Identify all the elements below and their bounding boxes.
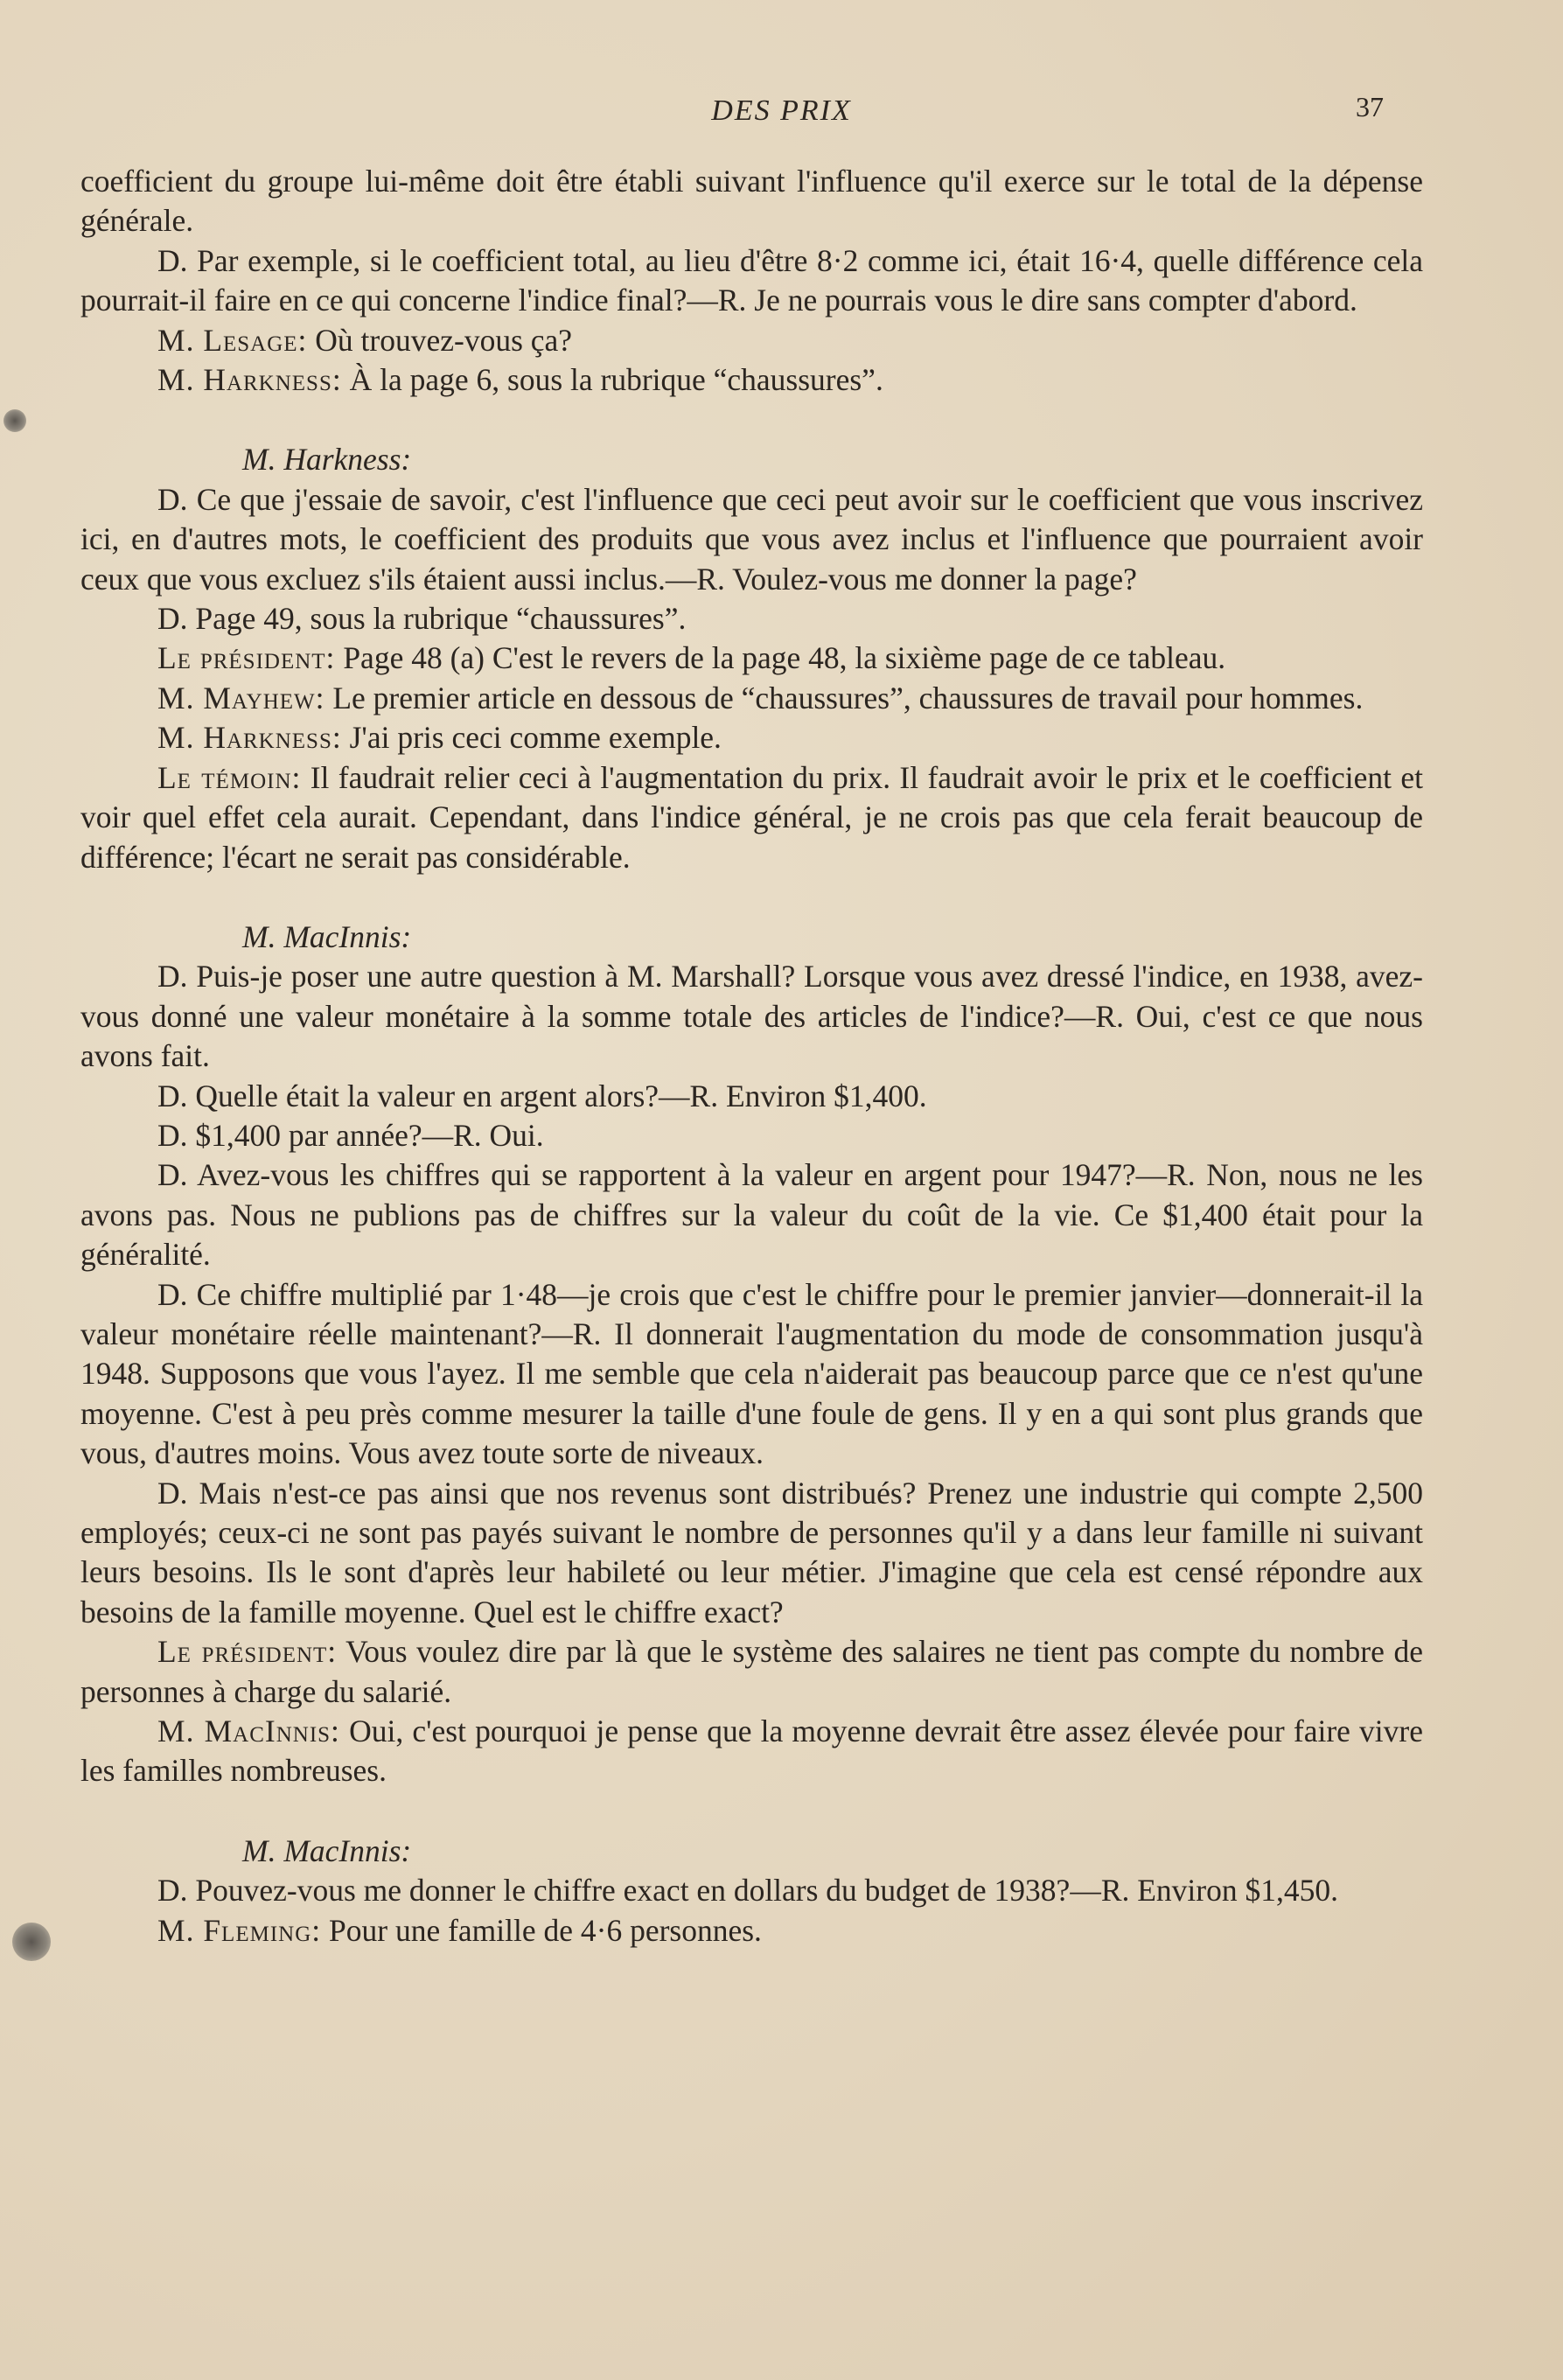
section-speaker-heading: M. Harkness: [242,442,412,478]
speech-text: Où trouvez-vous ça? [315,322,573,358]
speaker-name: M. Harkness: [157,362,342,398]
paragraph: D. Quelle était la valeur en argent alors?—R. Environ $1,400. [157,1078,927,1113]
section-speaker-heading: M. MacInnis: [242,1832,412,1868]
paragraph: D. $1,400 par année?—R. Oui. [157,1117,544,1153]
paragraph: D. Puis-je poser une autre question à M. Marshall? Lorsque vous avez dressé l'indice, en 1938, avez-vous donné une valeur monétaire à la somme totale des articles de l'indice?—R. Oui, c'est ce que nous avons fait. [80,959,1423,1074]
speech-text: Pour une famille de 4·6 personnes. [329,1912,762,1948]
paragraph [80,679,1423,718]
paragraph: D. Avez-vous les chiffres qui se rapportent à la valeur en argent pour 1947?—R. Non, nous ne les avons pas. Nous ne publions pas de chiffres sur la valeur du coût de la vie. Ce $1,400 était pour la généralité. [80,1157,1423,1273]
binding-hole-top [3,409,26,432]
paragraph: D. Mais n'est-ce pas ainsi que nos revenus sont distribués? Prenez une industrie qui compte 2,500 employés; ceux-ci ne sont pas payés suivant le nombre de personnes qu'il y a dans leur famille ni suivant leurs besoins. Ils le sont d'après leur habileté ou leur métier. J'imagine que cela est censé répondre aux besoins de la famille moyenne. Quel est le chiffre exact? [80,1475,1423,1630]
paragraph [80,321,1423,360]
section-speaker-heading: M. MacInnis: [242,918,412,954]
speech-text: J'ai pris ceci comme exemple. [349,720,722,756]
speech-text: Oui, c'est pourquoi je pense que la moyenne devrait être assez élevée pour faire vivre les familles nombreuses. [80,1713,1424,1789]
paragraph [80,1911,1423,1951]
paragraph: D. Pouvez-vous me donner le chiffre exact en dollars du budget de 1938?—R. Environ $1,450. [157,1873,1338,1909]
speaker-name: Le président: [157,640,336,676]
page-number: 37 [1356,91,1384,122]
paragraph: D. Par exemple, si le coefficient total, au lieu d'être 8·2 comme ici, était 16·4, quelle différence cela pourrait-il faire en ce qui concerne l'indice final?—R. Je ne pourrais vous le dire sans compter d'abord. [80,242,1423,318]
binding-hole-bottom [12,1923,51,1961]
paragraph [80,360,1423,400]
speech-text: Il faudrait relier ceci à l'augmentation du prix. Il faudrait avoir le prix et le coefficient et voir quel effet cela aurait. Cependant, dans l'indice général, je ne crois pas que cela ferait beaucoup de différence; l'écart ne serait pas considérable. [80,759,1424,875]
speaker-name: M. Mayhew: [157,680,325,715]
paragraph [80,1712,1423,1791]
speaker-name: M. Harkness: [157,720,342,756]
paragraph [80,758,1423,877]
paragraph: D. Page 49, sous la rubrique “chaussures”. [157,601,687,637]
paragraph: D. Ce que j'essaie de savoir, c'est l'influence que ceci peut avoir sur le coefficient que vous inscrivez ici, en d'autres mots, le coefficient des produits que vous avez inclus et l'influence que pourraient avoir ceux que vous excluez s'ils étaient aussi inclus.—R. Voulez-vous me donner la page? [80,481,1423,597]
speaker-name: M. MacInnis: [157,1713,340,1749]
speaker-name: M. Fleming: [157,1912,322,1948]
speech-text: Le premier article en dessous de “chaussures”, chaussures de travail pour hommes. [332,680,1364,715]
paragraph: D. Ce chiffre multiplié par 1·48—je crois que c'est le chiffre pour le premier janvier—donnerait-il la valeur monétaire réelle maintenant?—R. Il donnerait l'augmentation du mode de consommation jusqu'à 1948. Supposons que vous l'ayez. Il me semble que cela n'aiderait pas beaucoup parce que ce n'est qu'une moyenne. C'est à peu près comme mesurer la taille d'une foule de gens. Il y en a qui sont plus grands que vous, d'autres moins. Vous avez toute sorte de niveaux. [80,1276,1423,1471]
running-title: DES PRIX [711,94,852,127]
speaker-name: Le président: [157,1634,338,1670]
speech-text: Page 48 (a) C'est le revers de la page 48, la sixième page de ce tableau. [343,640,1226,676]
speech-text: Vous voulez dire par là que le système des salaires ne tient pas compte du nombre de personnes à charge du salarié. [80,1634,1423,1709]
speech-text: À la page 6, sous la rubrique “chaussures”. [349,362,883,398]
speaker-name: M. Lesage: [157,322,308,358]
paragraph: coefficient du groupe lui-même doit être établi suivant l'influence qu'il exerce sur le total de la dépense générale. [80,164,1423,239]
body-text [80,162,1423,1951]
paragraph [80,718,1423,757]
paragraph [80,1632,1423,1712]
speaker-name: Le témoin: [157,759,302,795]
paragraph [80,639,1423,678]
